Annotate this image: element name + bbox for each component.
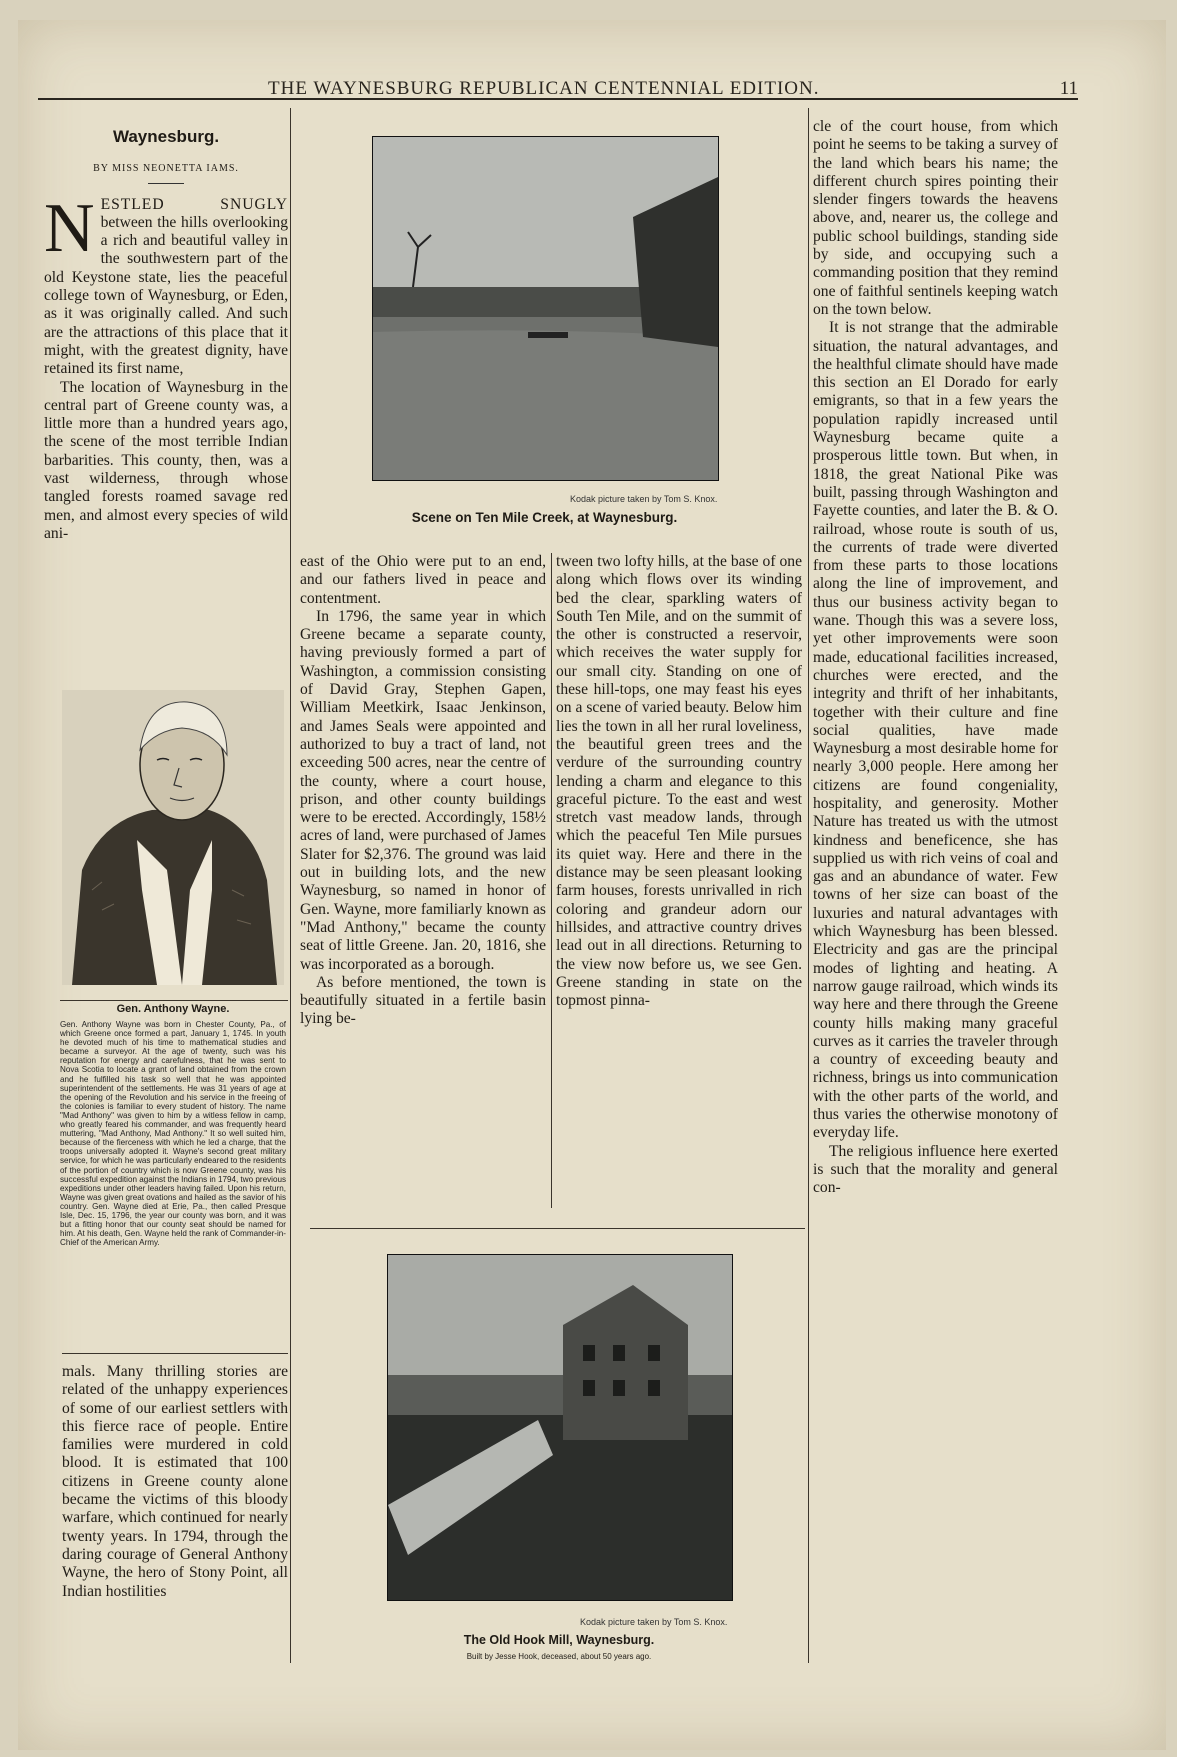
creek-scene-image bbox=[373, 137, 718, 480]
article-column-3 bbox=[556, 553, 802, 1010]
photo-ten-mile-creek bbox=[372, 136, 719, 481]
horizontal-rule bbox=[60, 1000, 288, 1001]
paragraph: The location of Waynesburg in the central part of Greene county was, a little more than a hundred years ago, the scene of the most terrible Indian barbarities. This county, then, was a vast wilderness, through whose tangled forests roamed savage red men, and almost every species of wild ani- bbox=[44, 378, 288, 542]
paragraph: As before mentioned, the town is beautifully situated in a fertile basin lying be- bbox=[300, 973, 546, 1028]
portrait-engraving bbox=[62, 690, 284, 985]
page-header bbox=[38, 58, 1078, 100]
portrait-caption: Gen. Anthony Wayne. bbox=[116, 1003, 230, 1015]
paragraph: It is not strange that the admirable situation, the natural advantages, and the healthful climate should have made this section an El Dorado for early emigrants, so that in a few years the population rapidly increased until Waynesburg became quite a prosperous little town. But when, in 1818, the great National Pike was built, passing through Washington and Fayette counties, and later the B. & O. railroad, whose route is south of us, the currents of trade were diverted from these parts to those locations along the line of improvement, and thus our business activity began to wane. Though this was a severe loss, yet other improvements were soon made, educational facilities increased, churches were erected, and the integrity and thrift of her inhabitants, together with their culture and fine social qualities, have made Waynesburg a most desirable home for nearly 3,000 people. Here among her citizens are found congeniality, hospitality, and generosity. Mother Nature has treated us with the utmost kindness and beneficence, she has supplied us with rich veins of coal and gas and an abundance of water. Few towns of her size can boast of the luxuries and natural advantages with which Waynesburg has been blessed. Electricity and gas are the principal modes of lighting and heating. A narrow gauge railroad, which winds its way here and there through the Greene county hills making many graceful curves as it carries the traveler through a country of exceeding beauty and richness, brings us into communication with the other parts of the world, and thus varies the otherwise monotony of everyday life. bbox=[813, 319, 1058, 1142]
paragraph: cle of the court house, from which point he seems to be taking a survey of the land which bears his name; the different church spires pointing their slender fingers towards the heavens above, and, nearer us, the college and public school buildings, standing side by side, and occupying such a commanding position that they remind one of faithful sentinels keeping watch on the town below. bbox=[813, 118, 1058, 318]
article-column-4 bbox=[813, 118, 1058, 1198]
photo-credit: Kodak picture taken by Tom S. Knox. bbox=[580, 1617, 728, 1627]
column-rule bbox=[551, 553, 552, 1208]
lead-caps: ESTLED SNUGLY bbox=[100, 195, 288, 213]
photo-subcaption: Built by Jesse Hook, deceased, about 50 years ago. bbox=[466, 1652, 652, 1661]
paragraph: In 1796, the same year in which Greene became a separate county, having previously formed a part of Washington, a commission consisting of David Gray, Stephen Gapen, William Meetkirk, Isaac Jenkinson, and James Seals were appointed and authorized to buy a tract of land, not exceeding 500 acres, near the centre of the county, where a court house, prison, and other county buildings were to be erected. Accordingly, 158½ acres of land, were purchased of James Slater for $2,376. The ground was laid out in building lots, and the new Waynesburg, so named in honor of Gen. Wayne, more familiarly known as "Mad Anthony," became the county seat of little Greene. Jan. 20, 1816, she was incorporated as a borough. bbox=[300, 607, 546, 973]
portrait-biography: Gen. Anthony Wayne was born in Chester County, Pa., of which Greene once formed a part, January 1, 1745. In youth he devoted much of his time to mathematical studies and became a surveyor. At the age of twenty, such was his reputation for energy and carefulness, that he was sent to Nova Scotia to locate a grant of land obtained from the crown and he fulfilled his task so well that he was appointed superintendent of the settlements. He was 31 years of age at the opening of the Revolution and his service in the freeing of the colonies is familiar to every student of history. The name "Mad Anthony" was given to him by a witless fellow in camp, who greatly feared his commander, and was frequently heard muttering, "Mad Anthony, Mad Anthony." It so well suited him, because of the fierceness with which he led a charge, that the troops universally adopted it. Wayne's second great military service, for which he was particularly endeared to the residents of the portion of country which is now Greene county, was his successful expedition against the Indians in 1794, two previous expeditions under other leaders having failed. Upon his return, Wayne was given great ovations and hailed as the savior of his country. Gen. Wayne died at Erie, Pa., then called Presque Isle, Dec. 15, 1796, the year our county was born, and it was but a fitting honor that our county seat should be named for him. At his death, Gen. Wayne held the rank of Commander-in-Chief of the American Army. bbox=[60, 1020, 286, 1248]
column-rule bbox=[290, 108, 291, 1663]
column-rule bbox=[808, 108, 809, 1663]
paragraph: between the hills overlooking a rich and beautiful valley in the southwestern part of the old Keystone state, lies the peaceful college town of Waynesburg, or Eden, as it was originally called. And such are the attractions of this place that it might, with the greatest dignity, have retained its first name, bbox=[44, 213, 288, 378]
paragraph: The religious influence here exerted is such that the morality and general con- bbox=[813, 1142, 1058, 1197]
photo-caption: Scene on Ten Mile Creek, at Waynesburg. bbox=[411, 510, 678, 525]
portrait-illustration bbox=[62, 690, 284, 985]
article-column-1-continued bbox=[62, 1363, 288, 1601]
publication-title: THE WAYNESBURG REPUBLICAN CENTENNIAL EDITION. bbox=[268, 78, 820, 99]
article-title: Waynesburg. bbox=[112, 127, 220, 146]
article-column-1 bbox=[44, 128, 288, 543]
horizontal-rule bbox=[310, 1228, 805, 1229]
mill-scene-image bbox=[388, 1255, 732, 1600]
paragraph: tween two lofty hills, at the base of one along which flows over its winding bed the clear, sparkling waters of South Ten Mile, and on the summit of the other is constructed a reservoir, which receives the water supply for our small city. Standing on one of these hill-tops, one may feast his eyes on a scene of varied beauty. Below him lies the town in all her rural loveliness, the beautiful green trees and the verdure of the surrounding country lending a charm and elegance to this graceful picture. To the east and west stretch vast meadow lands, through which the peaceful Ten Mile pursues its quiet way. Here and there in the distance may be seen pleasant looking farm houses, forests unrivalled in rich coloring and grandeur adorn our hillsides, and attractive country drives lead out in all directions. Returning to the view now before us, we see Gen. Greene standing in state on the topmost pinna- bbox=[556, 553, 802, 1010]
photo-caption: The Old Hook Mill, Waynesburg. bbox=[463, 1633, 655, 1647]
article-column-2 bbox=[300, 553, 546, 1029]
byline-divider bbox=[148, 183, 184, 184]
horizontal-rule bbox=[62, 1353, 288, 1354]
article-byline: BY MISS NEONETTA IAMS. bbox=[93, 163, 239, 175]
page-number: 11 bbox=[1059, 78, 1078, 99]
photo-hook-mill bbox=[387, 1254, 733, 1601]
paragraph: east of the Ohio were put to an end, and our fathers lived in peace and contentment. bbox=[300, 553, 546, 607]
paragraph: mals. Many thrilling stories are related of the unhappy experiences of some of our earliest settlers with this fierce race of people. Entire families were murdered in cold blood. It is estimated that 100 citizens in Greene county alone became the victims of this bloody warfare, which continued for nearly twenty years. In 1794, through the daring courage of General Anthony Wayne, the hero of Stony Point, all Indian hostilities bbox=[62, 1363, 288, 1600]
photo-credit: Kodak picture taken by Tom S. Knox. bbox=[570, 494, 718, 504]
drop-cap: N bbox=[44, 189, 95, 267]
